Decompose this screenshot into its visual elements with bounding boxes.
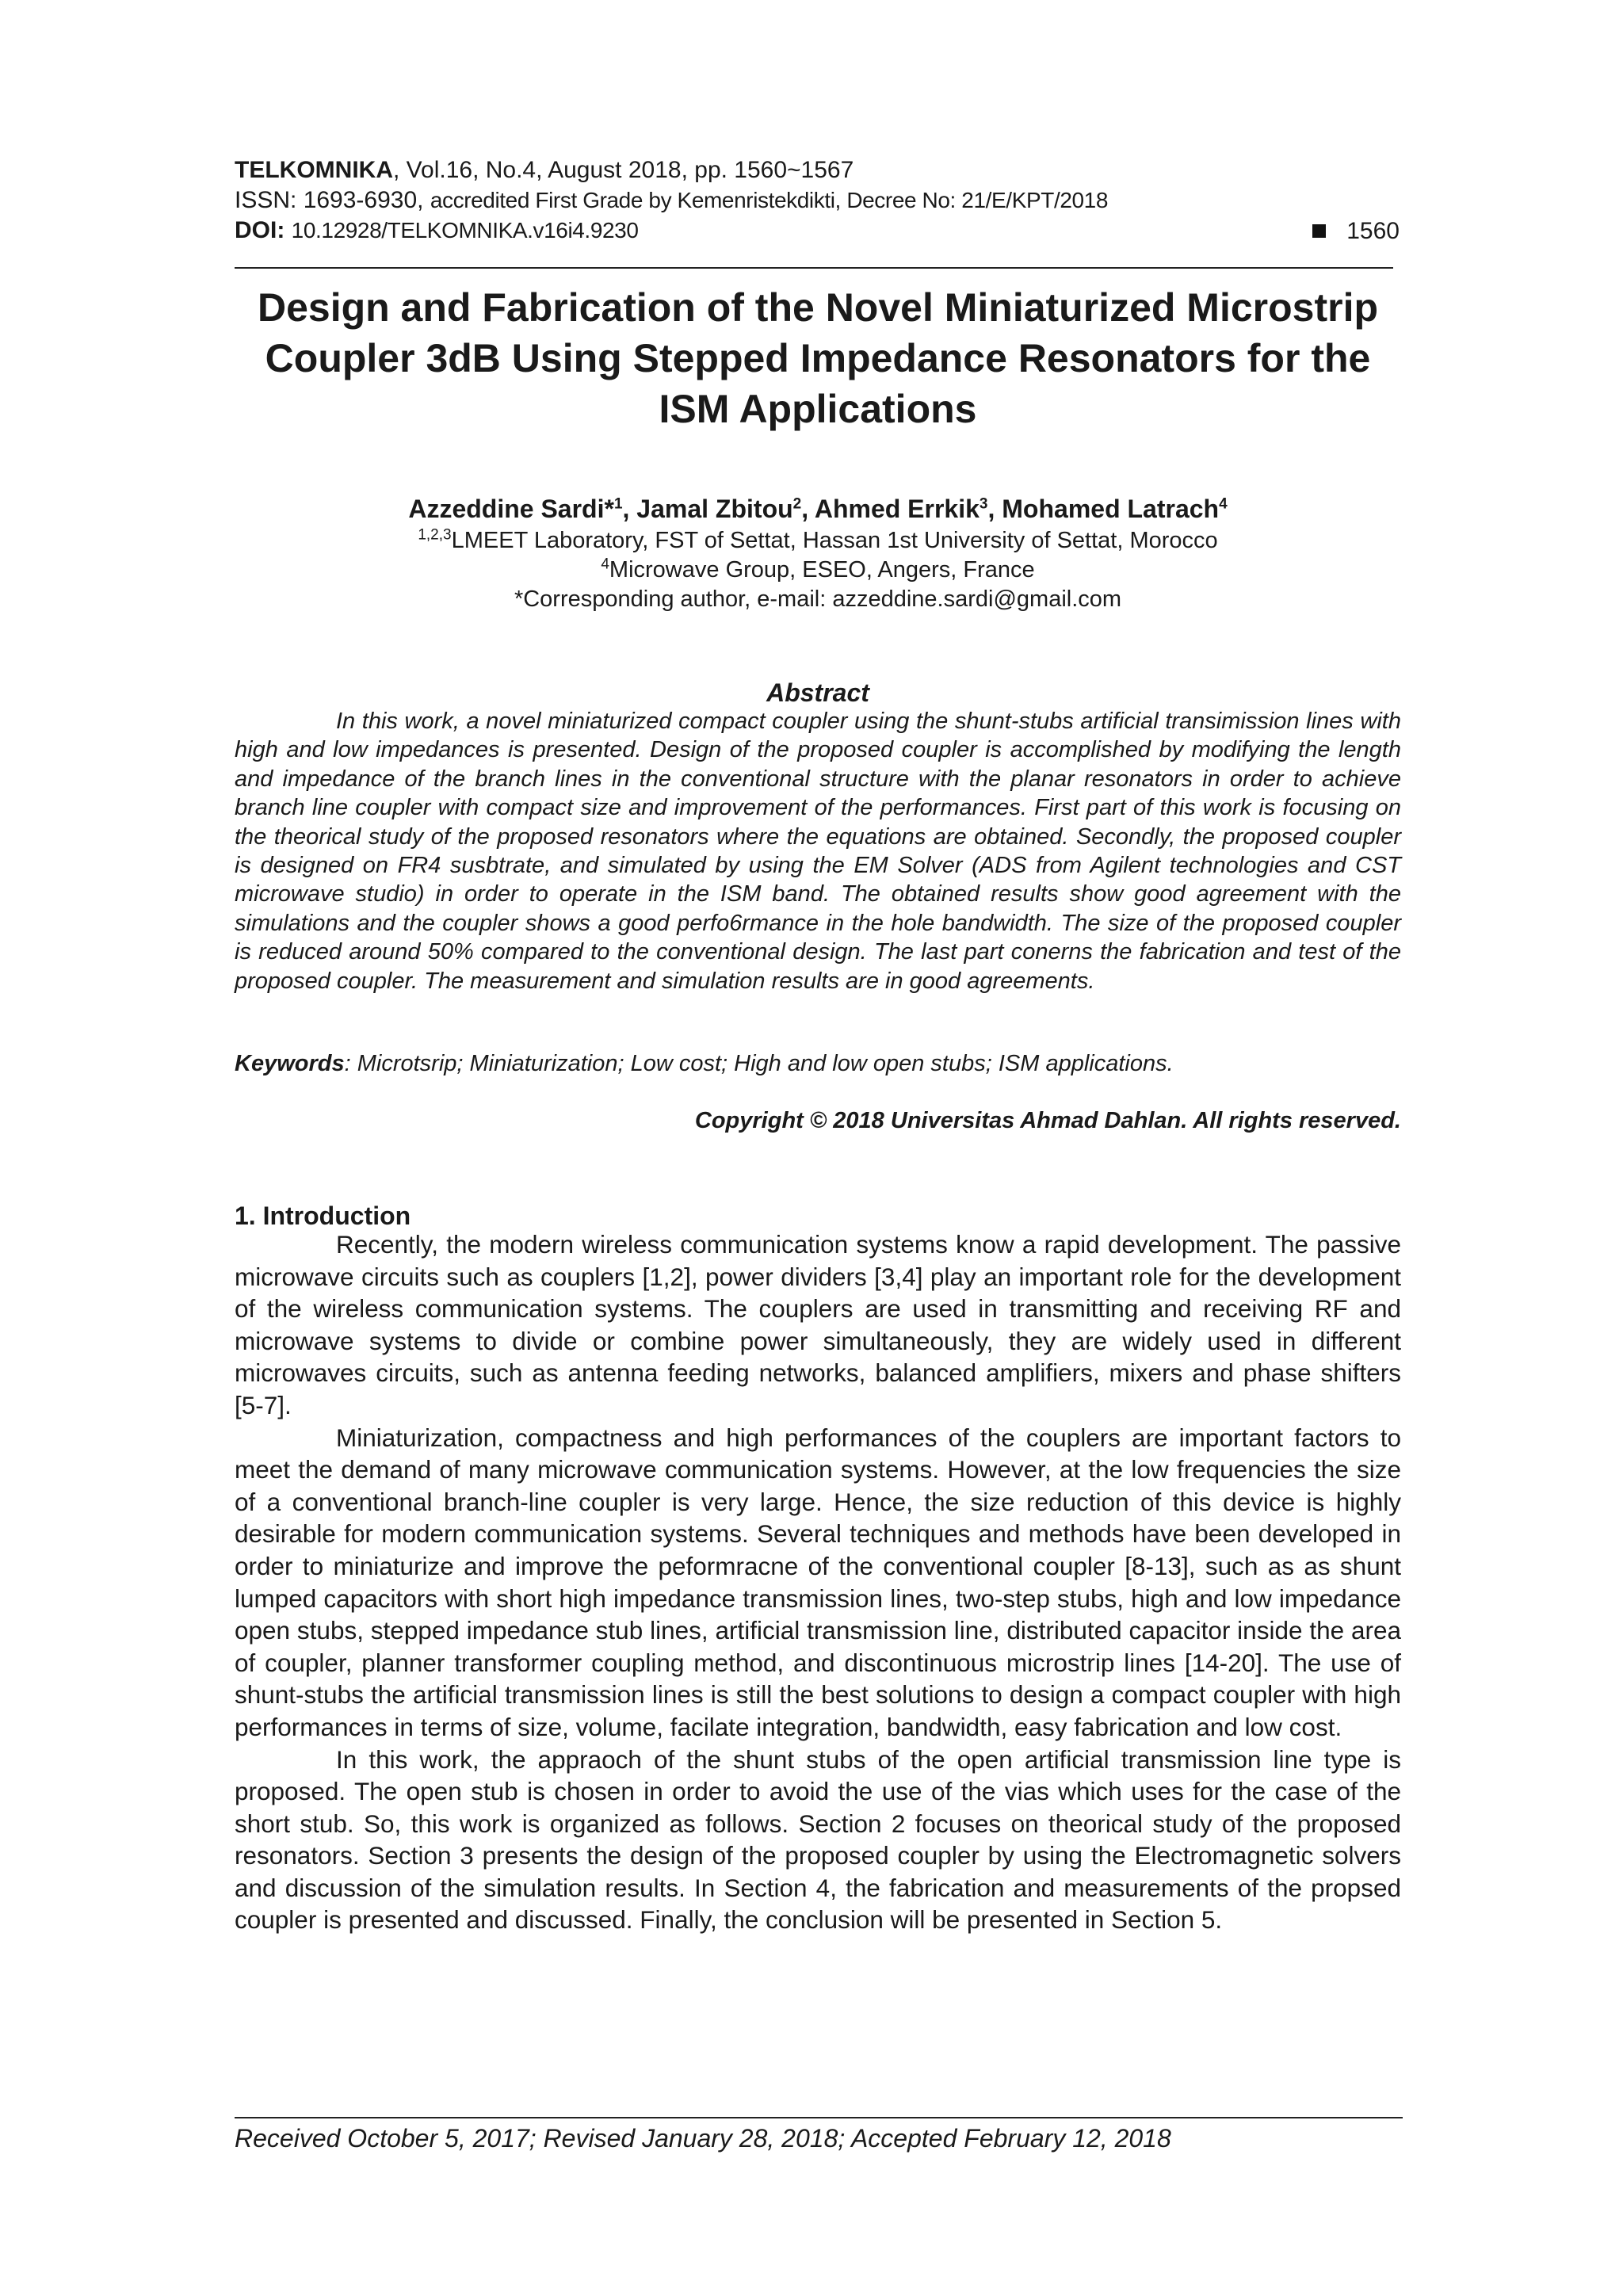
abstract-heading: Abstract [766,678,869,707]
author-1: Azzeddine Sardi* [408,495,614,523]
affiliation-2-sup: 4 [601,556,609,573]
author-2: , Jamal Zbitou [622,495,793,523]
author-3: , Ahmed Errkik [801,495,980,523]
paragraph: Recently, the modern wireless communication systems know a rapid development. The passive microwave circuits such as couplers [1,2], power dividers [3,4] play an important role for the development of the wireless communication systems. The couplers are used in transmitting and receiving RF and microwave systems to divide or combine power simultaneously, they are widely used in different microwaves circuits, such as antenna feeding networks, balanced amplifiers, mixers and phase shifters [5-7]. [235,1230,1401,1419]
affiliation-1 [235,526,1401,556]
doi-label: DOI: [235,217,292,243]
square-bullet-icon [1312,224,1326,238]
author-2-sup: 2 [792,495,802,513]
corresponding-author: *Corresponding author, e-mail: azzeddine.sardi@gmail.com [514,586,1122,612]
issn-line [235,185,1401,216]
header-divider [235,267,1393,269]
affiliation-2-text: Microwave Group, ESEO, Angers, France [609,557,1035,583]
doi-line [235,216,1401,246]
paper-title: Design and Fabrication of the Novel Miniaturized Microstrip Coupler 3dB Using Stepped Impedance Resonators for the ISM Applications [257,285,1379,431]
introduction-body [235,1228,1401,1936]
doi-value: 10.12928/TELKOMNIKA.v16i4.9230 [291,218,639,243]
affiliations [235,526,1401,614]
affiliation-2 [235,556,1401,585]
journal-line [235,155,1401,185]
journal-name: TELKOMNIKA [235,157,393,183]
copyright-notice: Copyright © 2018 Universitas Ahmad Dahlan. All rights reserved. [694,1108,1401,1133]
author-3-sup: 3 [979,495,988,513]
author-list [235,493,1401,525]
author-4: , Mohamed Latrach [987,495,1220,523]
author-4-sup: 4 [1219,495,1228,513]
author-1-sup: 1 [613,495,623,513]
keywords-text: : Microtsrip; Miniaturization; Low cost; High and low open stubs; ISM applications. [344,1051,1174,1076]
keywords [235,1049,1401,1078]
affiliation-1-sup: 1,2,3 [418,526,452,544]
paragraph: In this work, the appraoch of the shunt stubs of the open artificial transmission line type is proposed. The open stub is chosen in order to avoid the use of the vias which uses for the case of the short stub. So, this work is organized as follows. Section 2 focuses on theorical study of the proposed resonators. Section 3 presents the design of the proposed coupler by using the Electromagnetic solvers and discussion of the simulation results. In Section 4, the fabrication and measurements of the propsed coupler is presented and discussed. Finally, the conclusion will be presented in Section 5. [235,1744,1401,1935]
footer-divider [235,2117,1403,2118]
keywords-label: Keywords [235,1051,345,1076]
page-number-block [1312,216,1401,246]
received-dates: Received October 5, 2017; Revised January 28, 2018; Accepted February 12, 2018 [235,2124,1171,2153]
paragraph: Miniaturization, compactness and high performances of the couplers are important factors to meet the demand of many microwave communication systems. However, at the low frequencies the size of a conventional branch-line coupler is very large. Hence, the size reduction of this device is highly desirable for modern communication systems. Several techniques and methods have been developed in order to miniaturize and improve the peformracne of the conventional coupler [8-13], such as as shunt lumped capacitors with short high impedance transmission lines, two-step stubs, high and low impedance open stubs, stepped impedance stub lines, artificial transmission line, distributed capacitor inside the area of coupler, planner transformer coupling method, and discontinuous microstrip lines [14-20]. The use of shunt-stubs the artificial transmission lines is still the best solutions to design a compact coupler with high performances in terms of size, volume, facilate integration, bandwidth, easy fabrication and low cost. [235,1423,1401,1741]
affiliation-1-text: LMEET Laboratory, FST of Settat, Hassan 1st University of Settat, Morocco [451,528,1218,553]
abstract-text: In this work, a novel miniaturized compact coupler using the shunt-stubs artificial transimission lines with high and low impedances is presented. Design of the proposed coupler is accomplished by modifying the length and impedance of the branch lines in the conventional structure with the planar resonators in order to achieve branch line coupler with compact size and improvement of the performances. First part of this work is focusing on the theorical study of the proposed resonators where the equations are obtained. Secondly, the proposed coupler is designed on FR4 susbtrate, and simulated by using the EM Solver (ADS from Agilent technologies and CST microwave studio) in order to operate in the ISM band. The obtained results show good agreement with the simulations and the coupler shows a good perfo6rmance in the hole bandwidth. The size of the proposed coupler is reduced around 50% compared to the conventional design. The last part conerns the fabrication and test of the proposed coupler. The measurement and simulation results are in good agreements. [235,709,1401,994]
journal-header [235,155,1401,246]
issn-label: ISSN: 1693-6930, [235,187,430,213]
volume-info: , Vol.16, No.4, August 2018, pp. 1560~1567 [392,157,854,183]
section-heading-introduction: 1. Introduction [235,1201,411,1230]
accreditation-text: accredited First Grade by Kemenristekdikti, Decree No: 21/E/KPT/2018 [430,188,1109,212]
page-number: 1560 [1346,217,1400,244]
